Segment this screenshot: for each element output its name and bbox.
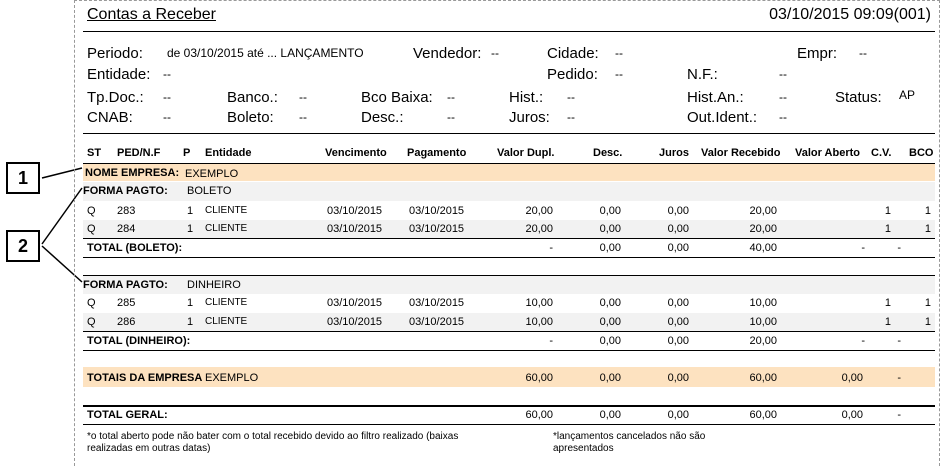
row-ped: 286 bbox=[117, 316, 136, 328]
outident-label: Out.Ident.: bbox=[687, 109, 758, 126]
total-label: TOTAL (DINHEIRO): bbox=[87, 335, 191, 347]
row-valor-recebido: 10,00 bbox=[749, 297, 777, 309]
banco-label: Banco.: bbox=[227, 89, 278, 106]
totais-empresa-desc: 0,00 bbox=[599, 372, 621, 384]
row-valor-recebido: 20,00 bbox=[749, 223, 777, 235]
cnab-label: CNAB: bbox=[87, 109, 133, 126]
outident-value: -- bbox=[779, 110, 787, 124]
desc-label: Desc.: bbox=[361, 109, 404, 126]
col-vencimento: Vencimento bbox=[325, 147, 387, 159]
row-pagamento: 03/10/2015 bbox=[409, 316, 465, 328]
col-valor-aberto: Valor Aberto bbox=[795, 147, 860, 159]
histan-value: -- bbox=[779, 90, 787, 104]
row-p: 1 bbox=[187, 297, 194, 309]
row-pagamento: 03/10/2015 bbox=[409, 223, 465, 235]
row-desc: 0,00 bbox=[599, 223, 621, 235]
entidade-label: Entidade: bbox=[87, 66, 151, 83]
row-juros: 0,00 bbox=[667, 223, 689, 235]
juros-label: Juros: bbox=[509, 109, 550, 126]
row-st: Q bbox=[87, 316, 96, 328]
col-ped: PED/N.F bbox=[117, 147, 161, 159]
row-st: Q bbox=[87, 223, 96, 235]
row-ped: 284 bbox=[117, 223, 136, 235]
total-geral-valor-dupl: 60,00 bbox=[525, 409, 553, 421]
row-valor-dupl: 10,00 bbox=[525, 297, 553, 309]
bcobaixa-label: Bco Baixa: bbox=[361, 89, 433, 106]
total-divider bbox=[83, 238, 935, 239]
footnote-left: *o total aberto pode não bater com o total recebido devido ao filtro realizado (baixas realizadas em outras datas) bbox=[87, 431, 459, 454]
callout-2: 2 bbox=[6, 230, 40, 262]
row-valor-dupl: 20,00 bbox=[525, 223, 553, 235]
nf-value: -- bbox=[779, 67, 787, 81]
total-valor-dupl: - bbox=[549, 335, 553, 347]
group-value: BOLETO bbox=[187, 185, 232, 197]
banco-value: -- bbox=[299, 90, 307, 104]
col-bco: BCO bbox=[909, 147, 934, 159]
hist-value: -- bbox=[567, 90, 575, 104]
total-valor-aberto: - bbox=[861, 335, 865, 347]
total-valor-recebido: 40,00 bbox=[749, 242, 777, 254]
total-cv: - bbox=[897, 242, 901, 254]
tpdoc-value: -- bbox=[163, 90, 171, 104]
row-cv: 1 bbox=[884, 297, 891, 309]
total-geral-valor-aberto: 0,00 bbox=[841, 409, 863, 421]
group-label: FORMA PAGTO: bbox=[83, 279, 168, 291]
cidade-value: -- bbox=[615, 46, 623, 60]
filter-divider bbox=[83, 133, 935, 134]
col-pagamento: Pagamento bbox=[407, 147, 467, 159]
title-divider bbox=[83, 31, 935, 32]
col-st: ST bbox=[87, 147, 102, 159]
row-st: Q bbox=[87, 205, 96, 217]
row-bco: 1 bbox=[924, 316, 931, 328]
total-divider bbox=[83, 331, 935, 332]
row-vencimento: 03/10/2015 bbox=[327, 316, 383, 328]
row-p: 1 bbox=[187, 223, 194, 235]
row-entidade: CLIENTE bbox=[205, 223, 248, 234]
row-entidade: CLIENTE bbox=[205, 316, 248, 327]
pedido-label: Pedido: bbox=[547, 66, 598, 83]
status-label: Status: bbox=[835, 89, 882, 106]
row-juros: 0,00 bbox=[667, 205, 689, 217]
totais-empresa-valor-dupl: 60,00 bbox=[525, 372, 553, 384]
total-juros: 0,00 bbox=[667, 335, 689, 347]
tpdoc-label: Tp.Doc.: bbox=[87, 89, 144, 106]
empr-value: -- bbox=[859, 46, 867, 60]
juros-value: -- bbox=[567, 110, 575, 124]
callout-1: 1 bbox=[6, 162, 40, 194]
nf-label: N.F.: bbox=[687, 66, 718, 83]
group-value: DINHEIRO bbox=[187, 279, 241, 291]
row-valor-dupl: 10,00 bbox=[525, 316, 553, 328]
total-geral-cv: - bbox=[897, 409, 901, 421]
row-vencimento: 03/10/2015 bbox=[327, 205, 383, 217]
totais-empresa-valor-aberto: 0,00 bbox=[841, 372, 863, 384]
report-page bbox=[74, 0, 940, 466]
row-valor-recebido: 20,00 bbox=[749, 205, 777, 217]
row-valor-dupl: 20,00 bbox=[525, 205, 553, 217]
total-juros: 0,00 bbox=[667, 242, 689, 254]
report-title: Contas a Receber bbox=[87, 6, 216, 23]
row-valor-recebido: 10,00 bbox=[749, 316, 777, 328]
desc-value: -- bbox=[447, 110, 455, 124]
total-geral-label: TOTAL GERAL: bbox=[87, 409, 168, 421]
row-cv: 1 bbox=[884, 316, 891, 328]
col-p: P bbox=[183, 147, 191, 159]
group-label: FORMA PAGTO: bbox=[83, 185, 168, 197]
col-cv: C.V. bbox=[871, 147, 892, 159]
total-desc: 0,00 bbox=[599, 335, 621, 347]
total-geral-juros: 0,00 bbox=[667, 409, 689, 421]
total-valor-dupl: - bbox=[549, 242, 553, 254]
totais-empresa-cv: - bbox=[897, 372, 901, 384]
total-geral-valor-recebido: 60,00 bbox=[749, 409, 777, 421]
cnab-value: -- bbox=[163, 110, 171, 124]
bcobaixa-value: -- bbox=[447, 90, 455, 104]
col-valor-recebido: Valor Recebido bbox=[701, 147, 781, 159]
vendedor-value: -- bbox=[491, 46, 499, 60]
row-bco: 1 bbox=[924, 205, 931, 217]
group-end-divider bbox=[83, 257, 935, 258]
histan-label: Hist.An.: bbox=[687, 89, 744, 106]
row-vencimento: 03/10/2015 bbox=[327, 223, 383, 235]
row-entidade: CLIENTE bbox=[205, 297, 248, 308]
empresa-label: NOME EMPRESA: bbox=[85, 167, 180, 179]
empr-label: Empr: bbox=[797, 45, 838, 62]
col-juros: Juros bbox=[659, 147, 689, 159]
cidade-label: Cidade: bbox=[547, 45, 599, 62]
col-entidade: Entidade bbox=[205, 147, 252, 159]
row-entidade: CLIENTE bbox=[205, 205, 248, 216]
totais-empresa-label: TOTAIS DA EMPRESA bbox=[87, 372, 203, 384]
row-cv: 1 bbox=[884, 205, 891, 217]
footnote-right: *lançamentos cancelados não são apresentados bbox=[553, 431, 706, 454]
boleto-value: -- bbox=[299, 110, 307, 124]
row-desc: 0,00 bbox=[599, 297, 621, 309]
boleto-label: Boleto: bbox=[227, 109, 274, 126]
row-vencimento: 03/10/2015 bbox=[327, 297, 383, 309]
total-geral-bottom-divider bbox=[83, 424, 935, 425]
pedido-value: -- bbox=[615, 67, 623, 81]
row-bco: 1 bbox=[924, 223, 931, 235]
group-end-divider bbox=[83, 350, 935, 351]
total-valor-aberto: - bbox=[861, 242, 865, 254]
total-label: TOTAL (BOLETO): bbox=[87, 242, 183, 254]
row-pagamento: 03/10/2015 bbox=[409, 205, 465, 217]
entidade-value: -- bbox=[163, 67, 171, 81]
row-desc: 0,00 bbox=[599, 316, 621, 328]
row-cv: 1 bbox=[884, 223, 891, 235]
row-pagamento: 03/10/2015 bbox=[409, 297, 465, 309]
report-datetime: 03/10/2015 09:09(001) bbox=[769, 6, 931, 23]
periodo-label: Periodo: bbox=[87, 45, 143, 62]
row-ped: 283 bbox=[117, 205, 136, 217]
hist-label: Hist.: bbox=[509, 89, 544, 106]
status-value: AP bbox=[899, 88, 916, 102]
row-p: 1 bbox=[187, 316, 194, 328]
col-desc: Desc. bbox=[593, 147, 623, 159]
total-desc: 0,00 bbox=[599, 242, 621, 254]
total-valor-recebido: 20,00 bbox=[749, 335, 777, 347]
total-geral-desc: 0,00 bbox=[599, 409, 621, 421]
total-geral-top-divider bbox=[83, 405, 935, 407]
totais-empresa-name: EXEMPLO bbox=[205, 372, 259, 384]
row-bco: 1 bbox=[924, 297, 931, 309]
row-p: 1 bbox=[187, 205, 194, 217]
row-juros: 0,00 bbox=[667, 316, 689, 328]
periodo-value: de 03/10/2015 até ... LANÇAMENTO bbox=[167, 46, 364, 60]
total-cv: - bbox=[897, 335, 901, 347]
col-valor-dupl: Valor Dupl. bbox=[497, 147, 555, 159]
totais-empresa-valor-recebido: 60,00 bbox=[749, 372, 777, 384]
vendedor-label: Vendedor: bbox=[413, 45, 482, 62]
empresa-value: EXEMPLO bbox=[185, 168, 239, 180]
row-st: Q bbox=[87, 297, 96, 309]
row-juros: 0,00 bbox=[667, 297, 689, 309]
totais-empresa-juros: 0,00 bbox=[667, 372, 689, 384]
row-desc: 0,00 bbox=[599, 205, 621, 217]
row-ped: 285 bbox=[117, 297, 136, 309]
